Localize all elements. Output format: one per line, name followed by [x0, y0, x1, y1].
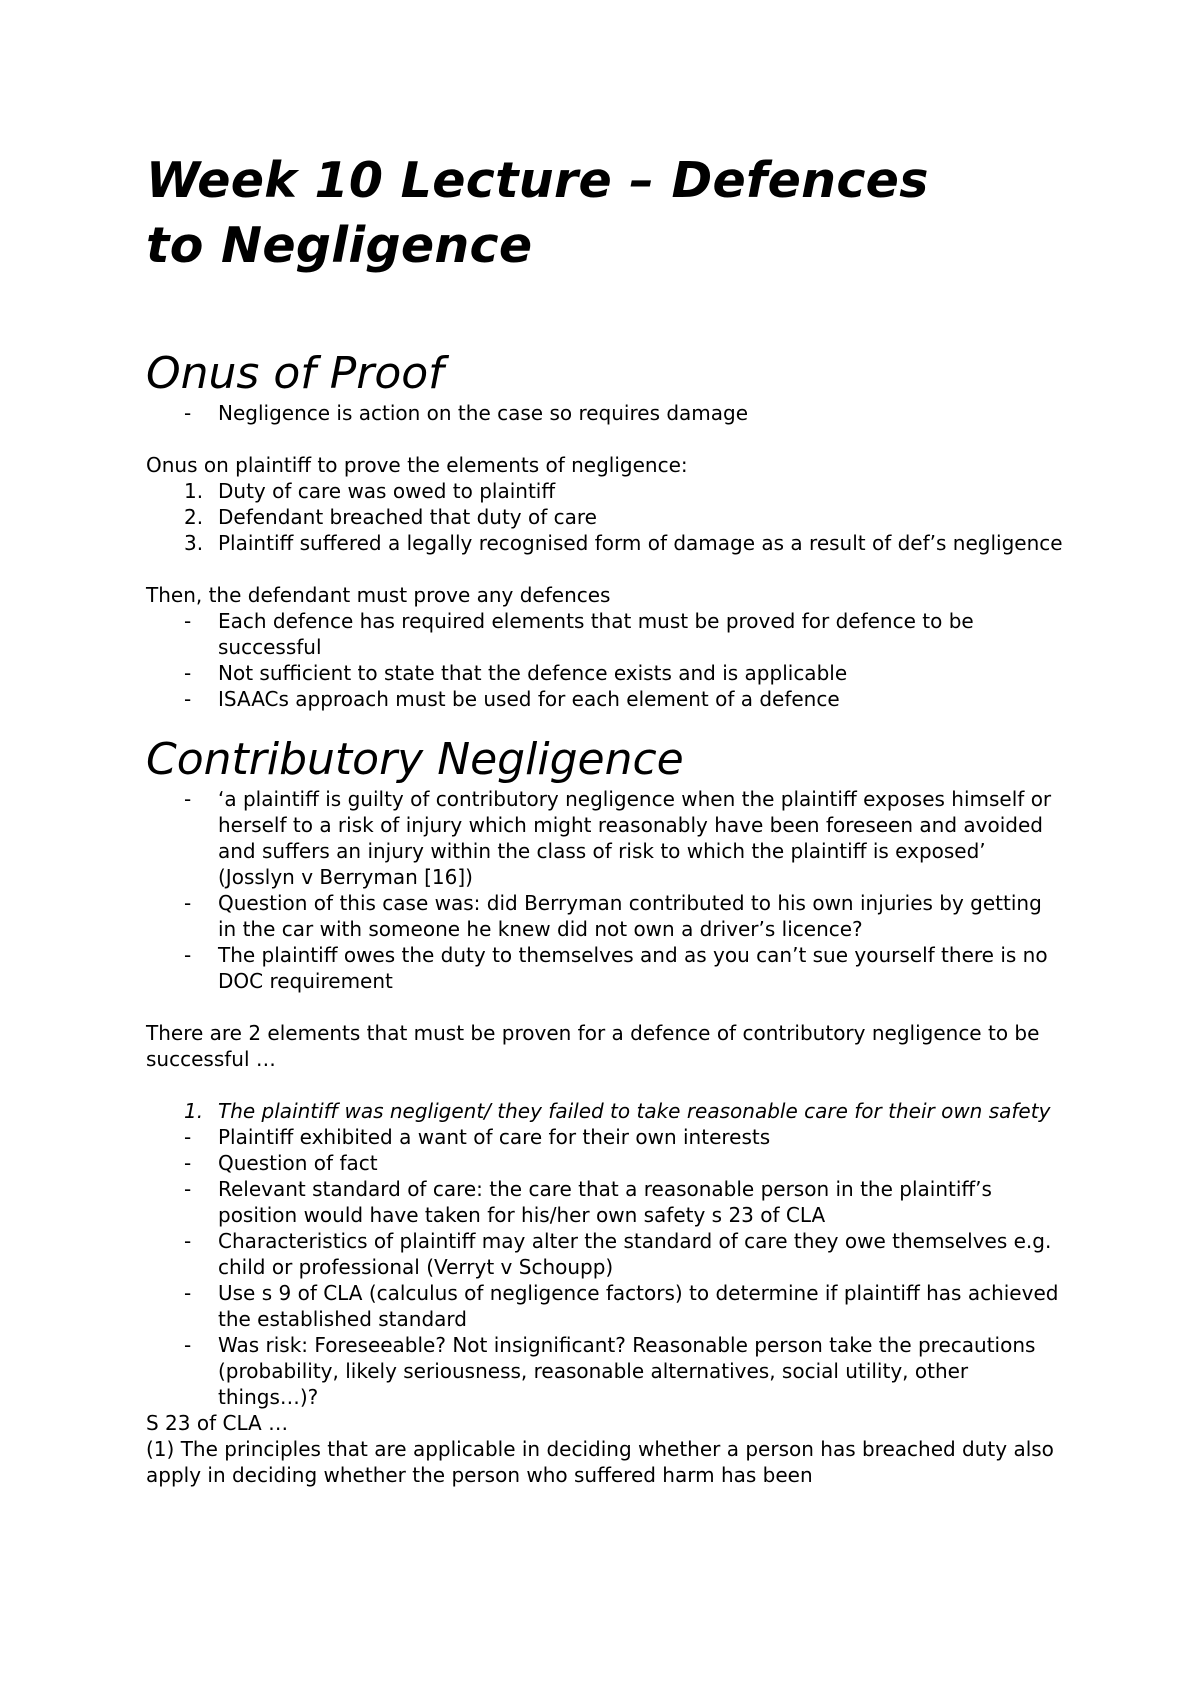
list-item [146, 890, 1066, 942]
list-item [146, 504, 1066, 530]
list-item [146, 400, 1066, 426]
list-item-text: ISAACs approach must be used for each element of a defence [218, 687, 840, 711]
bullet-dash: - [184, 787, 192, 811]
list-item-text: The plaintiff was negligent/ they failed to take reasonable care for their own safety [218, 1099, 1051, 1123]
bullet-dash: - [184, 891, 192, 915]
document-title [146, 148, 1066, 278]
list-item-text: Question of fact [218, 1151, 378, 1175]
list-item-text: ‘a plaintiff is guilty of contributory negligence when the plaintiff exposes himself or herself to a risk of injury which might reasonably have been foreseen and avoided and suffers an injury within the class of risk to which the plaintiff is exposed’ (Josslyn v Berryman [16]) [218, 787, 1052, 889]
list-item-text: Question of this case was: did Berryman contributed to his own injuries by getting in the car with someone he knew did not own a driver’s licence? [218, 891, 1042, 941]
list-item-text: Duty of care was owed to plaintiff [218, 479, 556, 503]
list-number: 3. [184, 531, 204, 555]
onus-intro: Onus on plaintiff to prove the elements of negligence: [146, 453, 688, 477]
s23-heading: S 23 of CLA … [146, 1411, 289, 1435]
bullet-dash: - [184, 1151, 192, 1175]
list-item [146, 1228, 1066, 1280]
then-paragraph: Then, the defendant must prove any defences [146, 583, 611, 607]
list-item [146, 1332, 1066, 1410]
list-item [146, 1176, 1066, 1228]
list-item-text: Characteristics of plaintiff may alter the standard of care they owe themselves e.g. child or professional (Verryt v Schoupp) [218, 1229, 1052, 1279]
bullet-dash: - [184, 1229, 192, 1253]
list-item-text: Each defence has required elements that must be proved for defence to be successful [218, 609, 974, 659]
bullet-dash: - [184, 687, 192, 711]
list-item [146, 1124, 1066, 1150]
list-item [146, 478, 1066, 504]
list-item [146, 1098, 1066, 1124]
list-item-text: Negligence is action on the case so requires damage [218, 401, 749, 425]
bullet-dash: - [184, 1125, 192, 1149]
list-item-text: Defendant breached that duty of care [218, 505, 597, 529]
list-item [146, 1150, 1066, 1176]
list-item-text: Relevant standard of care: the care that a reasonable person in the plaintiff’s position would have taken for his/her own safety s 23 of CLA [218, 1177, 992, 1227]
bullet-dash: - [184, 943, 192, 967]
title-line-2: to Negligence [146, 217, 533, 274]
list-item [146, 786, 1066, 890]
list-item [146, 1280, 1066, 1332]
list-item-text: Plaintiff suffered a legally recognised form of damage as a result of def’s negligence [218, 531, 1063, 555]
bullet-dash: - [184, 1281, 192, 1305]
list-number: 1. [184, 479, 204, 503]
list-item [146, 686, 1066, 712]
heading-contributory-negligence: Contributory Negligence [146, 734, 684, 785]
list-item-text: Plaintiff exhibited a want of care for their own interests [218, 1125, 771, 1149]
list-number: 1. [184, 1099, 204, 1123]
list-item-text: Not sufficient to state that the defence exists and is applicable [218, 661, 848, 685]
bullet-dash: - [184, 609, 192, 633]
list-item [146, 608, 1066, 660]
list-item [146, 942, 1066, 994]
s23-text: (1) The principles that are applicable in deciding whether a person has breached duty also apply in deciding whether the person who suffered harm has been [146, 1437, 1061, 1487]
title-line-1: Week 10 Lecture – Defences [146, 152, 929, 209]
list-item [146, 530, 1066, 556]
bullet-dash: - [184, 661, 192, 685]
list-number: 2. [184, 505, 204, 529]
bullet-dash: - [184, 1177, 192, 1201]
list-item [146, 660, 1066, 686]
bullet-dash: - [184, 401, 192, 425]
elements-intro: There are 2 elements that must be proven for a defence of contributory negligence to be successful … [146, 1021, 1046, 1071]
list-item-text: Use s 9 of CLA (calculus of negligence factors) to determine if plaintiff has achieved the established standard [218, 1281, 1059, 1331]
heading-onus-of-proof: Onus of Proof [146, 348, 444, 399]
document-page [146, 148, 1066, 1488]
list-item-text: Was risk: Foreseeable? Not insignificant? Reasonable person take the precautions (probability, likely seriousness, reasonable alternatives, social utility, other things…)? [218, 1333, 1036, 1409]
bullet-dash: - [184, 1333, 192, 1357]
list-item-text: The plaintiff owes the duty to themselves and as you can’t sue yourself there is no DOC requirement [218, 943, 1048, 993]
